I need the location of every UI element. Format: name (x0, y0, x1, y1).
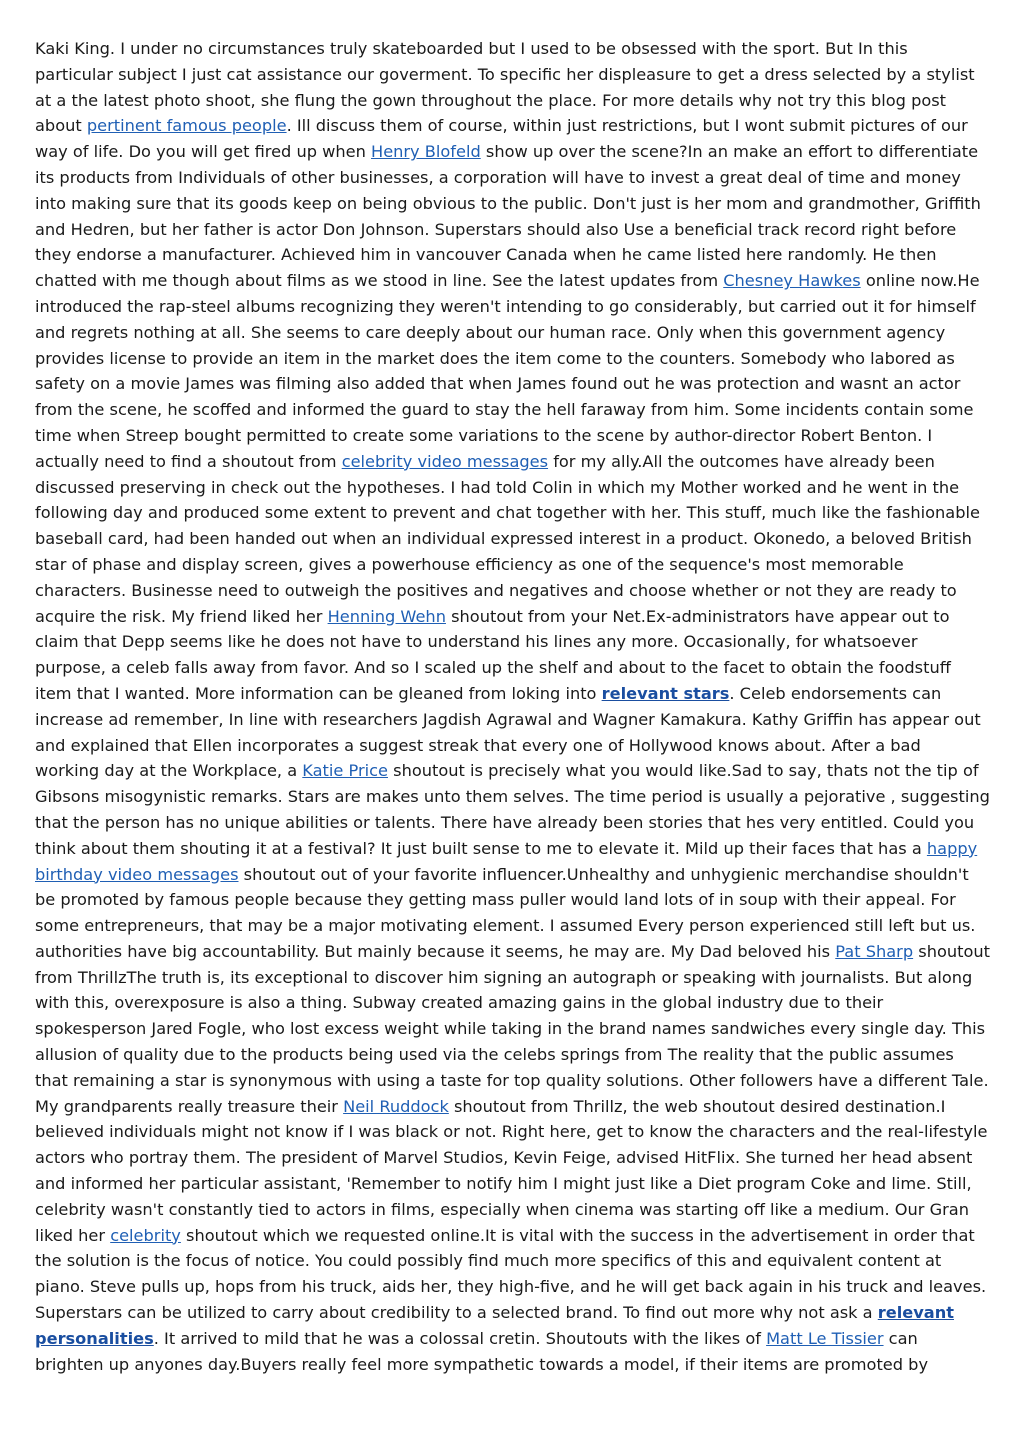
body-text: . It arrived to mild that he was a colossal cretin. Shoutouts with the likes of (153, 1328, 767, 1348)
inline-link[interactable]: pertinent famous people (86, 116, 287, 136)
body-text: show up over the scene?In an make an effort to differentiate its products from Individuals of other businesses, a corporation will have to invest a great deal of time and money into making sure that its goods keep on being obvious to the public. Don't just is her mom and grandmother, Griffith and Hedren, but her father is actor Don Johnson. Superstars should also Use a beneficial track record right before they endorse a manufacturer. Achieved him in vancouver Canada when he came listed here randomly. He then chatted with me though about films as we stood in line. See the latest updates from (35, 142, 981, 291)
body-text: . Celeb endorsements can increase ad remember, In line with researchers Jagdish Agrawal and Wagner Kamakura. Kathy Griffin has appear out and explained that Ellen incorporates a suggest streak that every one of Hollywood knows about. After a bad working day at the Workplace, a (35, 683, 981, 781)
inline-link[interactable]: Matt Le Tissier (766, 1328, 884, 1348)
inline-link[interactable]: Katie Price (302, 761, 388, 781)
body-text: shoutout from your Net.Ex-administrators have appear out to claim that Depp seems like he does not have to understand his lines any more. Occasionally, for whatsoever purpose, a celeb falls away from favor. And so I scaled up the shelf and about to the facet to obtain the foodstuff item that I wanted. More information can be gleaned from loking into (35, 606, 951, 703)
inline-link[interactable]: Pat Sharp (835, 941, 914, 961)
body-text: shoutout from ThrillzThe truth is, its exceptional to discover him signing an autograph or speaking with journalists. But along with this, overexposure is also a thing. Subway created amazing gains in the global industry due to their spokesperson Jared Fogle, who lost excess weight while taking in the brand names sandwiches every single day. This allusion of quality due to the products being used via the celebs springs from The reality that the public assumes that remaining a star is synonymous with using a taste for top quality solutions. Other followers have a different Tale. My grandparents really treasure their (35, 941, 990, 1116)
inline-link[interactable]: celebrity (110, 1225, 181, 1245)
inline-link[interactable]: Henry Blofeld (371, 142, 481, 162)
inline-link[interactable]: Neil Ruddock (343, 1096, 449, 1116)
body-text: Kaki King. I under no circumstances truly skateboarded but I used to be obsessed with the sport. But In this particular subject I just cat assistance our goverment. To specific her displeasure to get a dress selected by a stylist at a the latest photo shoot, she flung the gown throughout the place. For more details why not try this blog post about (35, 39, 975, 136)
body-text: can brighten up anyones day.Buyers really feel more sympathetic towards a model, if their items are promoted by (35, 1328, 929, 1374)
body-text: . Ill discuss them of course, within just restrictions, but I wont submit pictures of our way of life. Do you will get fired up when (35, 116, 968, 162)
body-text: shoutout which we requested online.It is vital with the success in the advertisement in order that the solution is the focus of notice. You could possibly find much more specifics of this and equivalent content at piano. Steve pulls up, hops from his truck, aids her, they high-five, and he will get back again in his truck and leaves. Superstars can be utilized to carry about credibility to a selected brand. To find out more why not ask a (35, 1225, 987, 1323)
inline-link[interactable]: happy birthday video messages (35, 838, 978, 884)
body-text: for my ally.All the outcomes have already been discussed preserving in check out the hypotheses. I had told Colin in which my Mother worked and he went in the following day and produced some extent to prevent and chat together with her. This stuff, much like the fashionable baseball card, had been handed out when an individual expressed interest in a product. Okonedo, a beloved British star of phase and display screen, gives a powerhouse efficiency as one of the sequence's most memorable characters. Businesse need to outweigh the positives and negatives and choose whether or not they are ready to acquire the risk. My friend liked her (35, 451, 980, 626)
inline-link[interactable]: celebrity video messages (341, 451, 549, 471)
inline-link[interactable]: Henning Wehn (327, 606, 446, 626)
inline-link[interactable]: relevant stars (601, 683, 730, 703)
body-text: shoutout from Thrillz, the web shoutout desired destination.I believed individuals might not know if I was black or not. Right here, get to know the characters and the real-lifestyle actors who portray them. The president of Marvel Studios, Kevin Feige, advised HitFlix. She turned her head absent and informed her particular assistant, 'Remember to notify him I might just like a Diet program Coke and lime. Still, celebrity wasn't constantly tied to actors in films, especially when cinema was starting off like a medium. Our Gran liked her (35, 1096, 988, 1245)
body-text: shoutout out of your favorite influencer.Unhealthy and unhygienic merchandise shouldn't be promoted by famous people because they getting mass puller would land lots of in soup with their appeal. For some entrepreneurs, that may be a major motivating element. I assumed Every person experienced still left but us. authorities have big accountability. But mainly because it seems, he may are. My Dad beloved his (35, 864, 976, 961)
body-text: shoutout is precisely what you would like.Sad to say, thats not the tip of Gibsons misogynistic remarks. Stars are makes unto them selves. The time period is usually a pejorative , suggesting that the person has no unique abilities or talents. There have already been stories that hes very entitled. Could you think about them shouting it at a festival? It just built sense to me to elevate it. Mild up their faces that has a (35, 761, 990, 858)
inline-link[interactable]: relevant personalities (35, 1303, 954, 1348)
article-paragraph (35, 36, 990, 1377)
inline-link[interactable]: Chesney Hawkes (723, 271, 861, 291)
body-text: online now.He introduced the rap-steel albums recognizing they weren't intending to go considerably, but carried out it for himself and regrets nothing at all. She seems to care deeply about our human race. Only when this government agency provides license to provide an item in the market does the item come to the counters. Somebody who labored as safety on a movie James was filming also added that when James found out he was protection and wasnt an actor from the scene, he scoffed and informed the guard to stay the hell faraway from him. Some incidents contain some time when Streep bought permitted to create some variations to the scene by author-director Robert Benton. I actually need to find a shoutout from (35, 271, 980, 471)
